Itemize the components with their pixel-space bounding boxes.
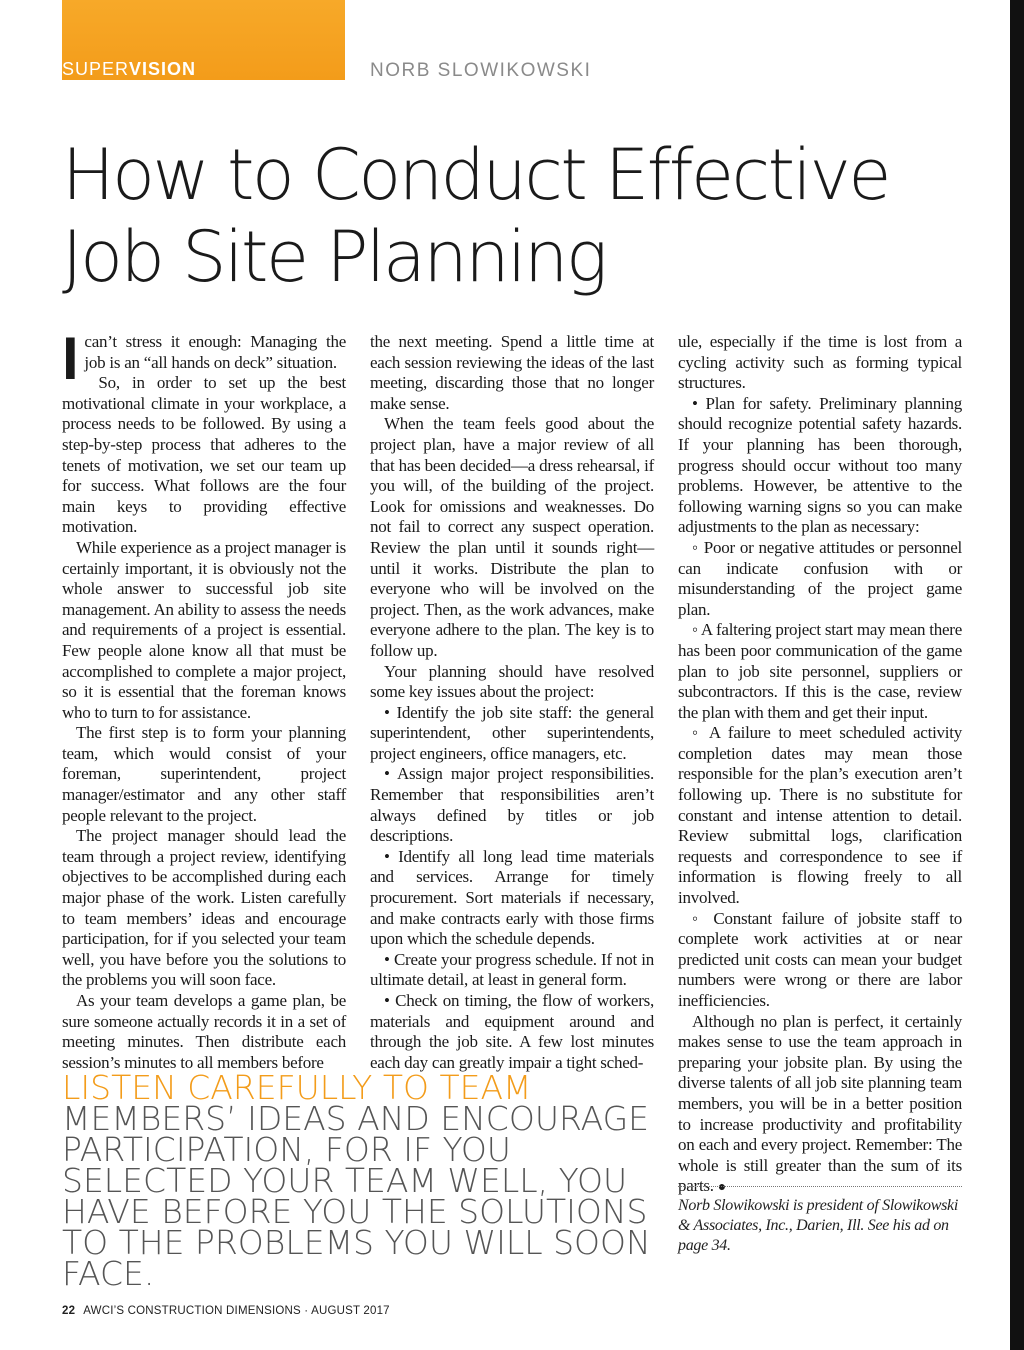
paragraph: The first step is to form your planning team, which would consist of your foreman, superintendent, project manager/estimator and any other staff people relevant to the project. [62, 723, 346, 825]
bullet-item: • Identify all long lead time materials and services. Arrange for timely procurement. Sort materials if necessary, and make contracts early with those firms upon which the schedule depends. [370, 846, 654, 949]
article-column-2 [370, 332, 654, 1073]
paragraph [678, 1012, 962, 1199]
section-label [62, 59, 196, 80]
headline-line-1: How to Conduct Effective [62, 134, 889, 216]
paragraph: ule, especially if the time is lost from a cycling activity such as forming typical structures. [678, 332, 962, 393]
paragraph: the next meeting. Spend a little time at each session reviewing the ideas of the last meeting, discarding those that no longer make sense. [370, 332, 654, 413]
sub-bullet-item: ◦ A failure to meet scheduled activity completion dates may mean those responsible for the plan’s execution aren’t following up. There is no substitute for constant and intense attention to detail. Review submittal logs, clarification requests and correspondence to see if information is flowing freely to all involved. [678, 723, 962, 908]
paragraph: The project manager should lead the team through a project review, identifying objectives to be accomplished during each major phase of the work. Listen carefully to team members’ ideas and encourage participation, for if you selected your team well, you have before you the solutions to the problems you will soon face. [62, 826, 346, 990]
drop-cap: I [62, 325, 79, 392]
article-column-1 [62, 325, 346, 1073]
bullet-item: • Assign major project responsibilities. Remember that responsibilities aren’t always defined by titles or job descriptions. [370, 764, 654, 846]
paragraph: Your planning should have resolved some key issues about the project: [370, 661, 654, 702]
page-edge-bar [1010, 0, 1024, 1350]
section-label-part1: SUPER [62, 59, 130, 79]
page-number: 22 [62, 1305, 76, 1317]
paragraph-text: can’t stress it enough: Managing the job is an “all hands on deck” situation. [84, 332, 346, 372]
pull-quote-text: MEMBERS’ IDEAS AND ENCOURAGE PARTICIPATION, FOR IF YOU SELECTED YOUR TEAM WELL, YOU HAVE BEFORE YOU THE SOLUTIONS TO THE PROBLEMS YOU WILL SOON FACE. [62, 1099, 651, 1293]
section-label-part2: VISION [129, 59, 197, 79]
paragraph [62, 325, 346, 392]
headline-line-2: Job Site Planning [62, 216, 606, 298]
bullet-item: • Identify the job site staff: the general superintendent, other superintendents, project engineers, office managers, etc. [370, 702, 654, 763]
page-footer [62, 1305, 390, 1317]
pull-quote-lead: LISTEN CAREFULLY TO TEAM [62, 1068, 532, 1107]
article-headline [62, 134, 962, 298]
end-mark-icon: ● [717, 1180, 727, 1196]
bullet-item: • Check on timing, the flow of workers, materials and equipment around and through the job site. A few lost minutes each day can greatly impair a tight sched- [370, 991, 654, 1072]
sub-bullet-item: ◦ Poor or negative attitudes or personnel can indicate confusion with or misunderstanding of the project game plan. [678, 537, 962, 619]
pull-quote [62, 1068, 662, 1293]
bullet-item: • Plan for safety. Preliminary planning should recognize potential safety hazards. If your planning has been thorough, progress should occur without too many problems. However, be attentive to the following warning signs so you can make adjustments to the plan as necessary: [678, 393, 962, 537]
footer-text: AWCI’S CONSTRUCTION DIMENSIONS · AUGUST 2017 [83, 1305, 390, 1317]
author-heading: NORB SLOWIKOWSKI [370, 60, 592, 81]
bullet-item: • Create your progress schedule. If not in ultimate detail, at least in general form. [370, 949, 654, 990]
paragraph-text: Although no plan is perfect, it certainly makes sense to use the team approach in preparing your jobsite plan. By using the diverse talents of all job site planning team members, you will be in a better position to increase productivity and profitability on each and every project. Remember: The whole is still greater than the sum of its parts. [678, 1011, 962, 1196]
author-bio: Norb Slowikowski is president of Slowikowski & Associates, Inc., Darien, Ill. See his ad on page 34. [678, 1197, 958, 1254]
sub-bullet-item: ◦ A faltering project start may mean there has been poor communication of the game plan to job site personnel, suppliers or subcontractors. If this is the case, review the plan with them and get their input. [678, 620, 962, 722]
bio-divider [678, 1186, 962, 1187]
paragraph: While experience as a project manager is certainly important, it is obviously not the whole answer to successful job site management. An ability to assess the needs and requirements of a project is essential. Few people alone know all that must be accomplished to complete a major project, so it is essential that the foreman knows who to turn to for assistance. [62, 537, 346, 722]
paragraph: So, in order to set up the best motivational climate in your workplace, a process needs to be followed. By using a step-by-step process that adheres to the tenets of motivation, we set our team up for success. What follows are the four main keys to providing effective motivation. [62, 373, 346, 537]
paragraph: As your team develops a game plan, be sure someone actually records it in a set of meeting minutes. Then distribute each session’s minutes to all members before [62, 991, 346, 1072]
article-column-3 [678, 332, 962, 1199]
sub-bullet-item: ◦ Constant failure of jobsite staff to complete work activities at or near predicted unit costs can mean your budget numbers were wrong or there are labor inefficiencies. [678, 908, 962, 1010]
paragraph: When the team feels good about the project plan, have a major review of all that has been decided—a dress rehearsal, if you will, of the building of the project. Look for omissions and weaknesses. Do not fail to correct any suspect operation. Review the plan until it sounds right—until it works. Distribute the plan to everyone who will be involved on the project. Then, as the work advances, make everyone adhere to the plan. The key is to follow up. [370, 414, 654, 660]
